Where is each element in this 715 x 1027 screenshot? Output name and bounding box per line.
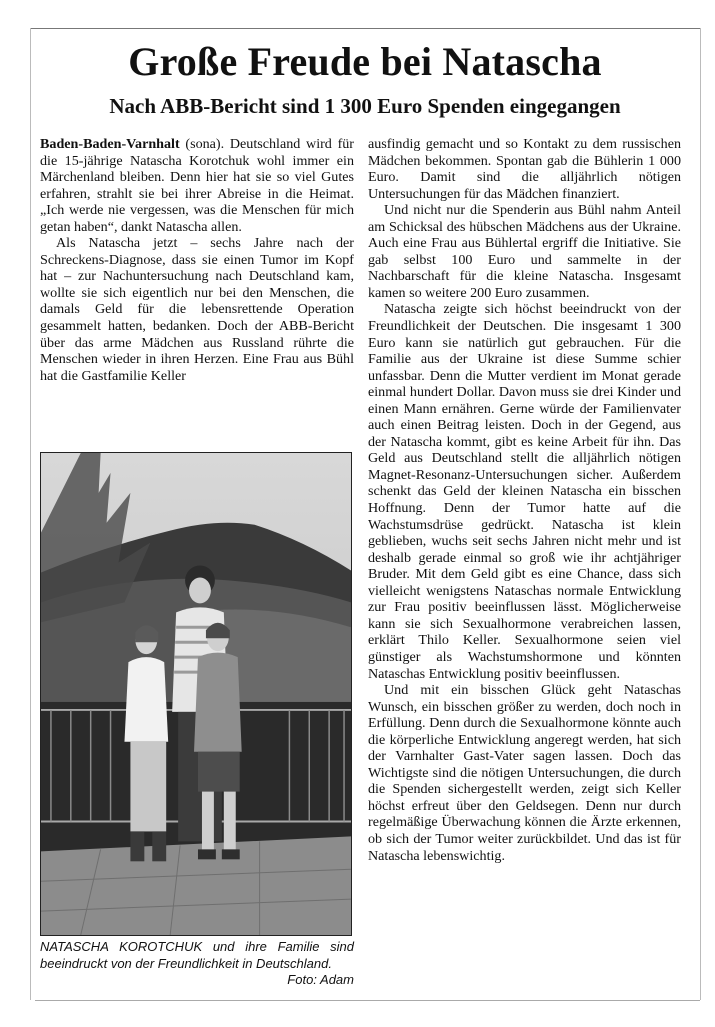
photo-caption-block bbox=[40, 939, 354, 989]
clipping-edge-right bbox=[700, 28, 701, 1000]
lead-paragraph bbox=[40, 136, 354, 235]
bottom-rule bbox=[35, 1000, 700, 1001]
right-paragraph-3: Natascha zeigte sich höchst beeindruckt von der Freundlichkeit der Deutschen. Die insgesamt 1 300 Euro kann sie natürlich gut gebrauchen. Für die Familie aus der Ukraine ist diese Summe schier unfassbar. Denn die Mutter verdient im Monat gerade einmal hundert Dollar. Davon muss sie drei Kinder und einen Mann ernähren. Gerne würde der Familienvater auch einen Beitrag leisten. Doch in der Gegend, aus der Natascha kommt, gibt es keine Arbeit für ihn. Das Geld aus Deutschland stellt die alljährlich nötigen Magnet-Resonanz-Untersuchungen sicher. Außerdem schenkt das Geld der kleinen Natascha ein bisschen Hoffnung. Denn der Tumor hatte auf die Wachstumsdrüse gedrückt. Natascha ist klein geblieben, wuchs seit sechs Jahren nicht mehr und ist deshalb gerade einmal so groß wie ihr achtjähriger Bruder. Mit dem Geld gibt es eine Chance, dass sich vielleicht wenigstens Nataschas normale Entwicklung zur Frau positiv beeinflussen lässt. Möglicherweise kann sie sich Sexualhormone verabreichen lassen, erklärt Thilo Keller. Sexualhormone seien viel günstiger als Wachstumshormone und könnten Nataschas Entwicklung positiv beeinflussen. bbox=[368, 301, 681, 682]
byline-tag: (sona). bbox=[179, 136, 230, 152]
subheadline: Nach ABB-Bericht sind 1 300 Euro Spenden eingegangen bbox=[109, 94, 621, 118]
left-paragraph-2: Als Natascha jetzt – sechs Jahre nach der Schreckens-Diagnose, dass sie einen Tumor im Kopf hat – zur Nachuntersuchung nach Deutschland kam, wollte sie sich eigentlich nur bei den Menschen, die damals Geld für die lebensrettende Operation gesammelt hatten, bedanken. Doch der ABB-Bericht über das arme Mädchen aus Russland rührte die Menschen wieder in ihren Herzen. Eine Frau aus Bühl hat die Gastfamilie Keller bbox=[40, 235, 354, 384]
top-rule bbox=[30, 28, 700, 29]
dateline: Baden-Baden-Varnhalt bbox=[40, 136, 180, 152]
headline: Große Freude bei Natascha bbox=[128, 39, 602, 84]
family-photo bbox=[40, 452, 352, 936]
photo-credit: Foto: Adam bbox=[287, 972, 354, 987]
lead-text: Deutschland wird für die 15-jährige Natascha Korotchuk wohl immer ein Märchenland bleiben. Denn hier hat sie so viel Gutes erfahren, strahlt sie bei ihrer Abreise in die Heimat. „Ich werde nie vergessen, was die Menschen für mich getan haben“, dankt Natascha allen. bbox=[40, 136, 355, 235]
right-paragraph-2: Und nicht nur die Spenderin aus Bühl nahm Anteil am Schicksal des hübschen Mädchens aus der Ukraine. Auch eine Frau aus Bühlertal ergriff die Initiative. Sie gab selbst 100 Euro und sammelte in der Nachbarschaft für die kleine Natascha. Insgesamt kamen so weitere 200 Euro zusammen. bbox=[368, 202, 681, 301]
right-column bbox=[368, 136, 681, 864]
left-column bbox=[40, 136, 354, 384]
photo-caption: NATASCHA KOROTCHUK und ihre Familie sind beeindruckt von der Freundlichkeit in Deutschland. bbox=[40, 939, 354, 971]
family-photo-image bbox=[41, 453, 351, 935]
right-paragraph-1: ausfindig gemacht und so Kontakt zu dem russischen Mädchen bekommen. Spontan gab die Bühlerin 1 000 Euro. Damit sind die alljährlich nötigen Untersuchungen für das Mädchen finanziert. bbox=[368, 136, 681, 202]
clipping-edge-left bbox=[30, 28, 31, 1000]
right-paragraph-4: Und mit ein bisschen Glück geht Nataschas Wunsch, ein bisschen größer zu werden, doch noch in Erfüllung. Denn durch die Sexualhormone könnte auch die körperliche Entwicklung angeregt werden, hat sich der Varnhalter Gast-Vater sagen lassen. Doch das Wichtigste sind die nötigen Untersuchungen, die durch die Spenden sichergestellt werden, zeigt sich Keller höchst erfreut über den Geldsegen. Denn nur durch regelmäßige Überwachung können die Ärzte erkennen, ob sich der Tumor weiter zurückbildet. Und das ist für Natascha lebenswichtig. bbox=[368, 682, 681, 864]
